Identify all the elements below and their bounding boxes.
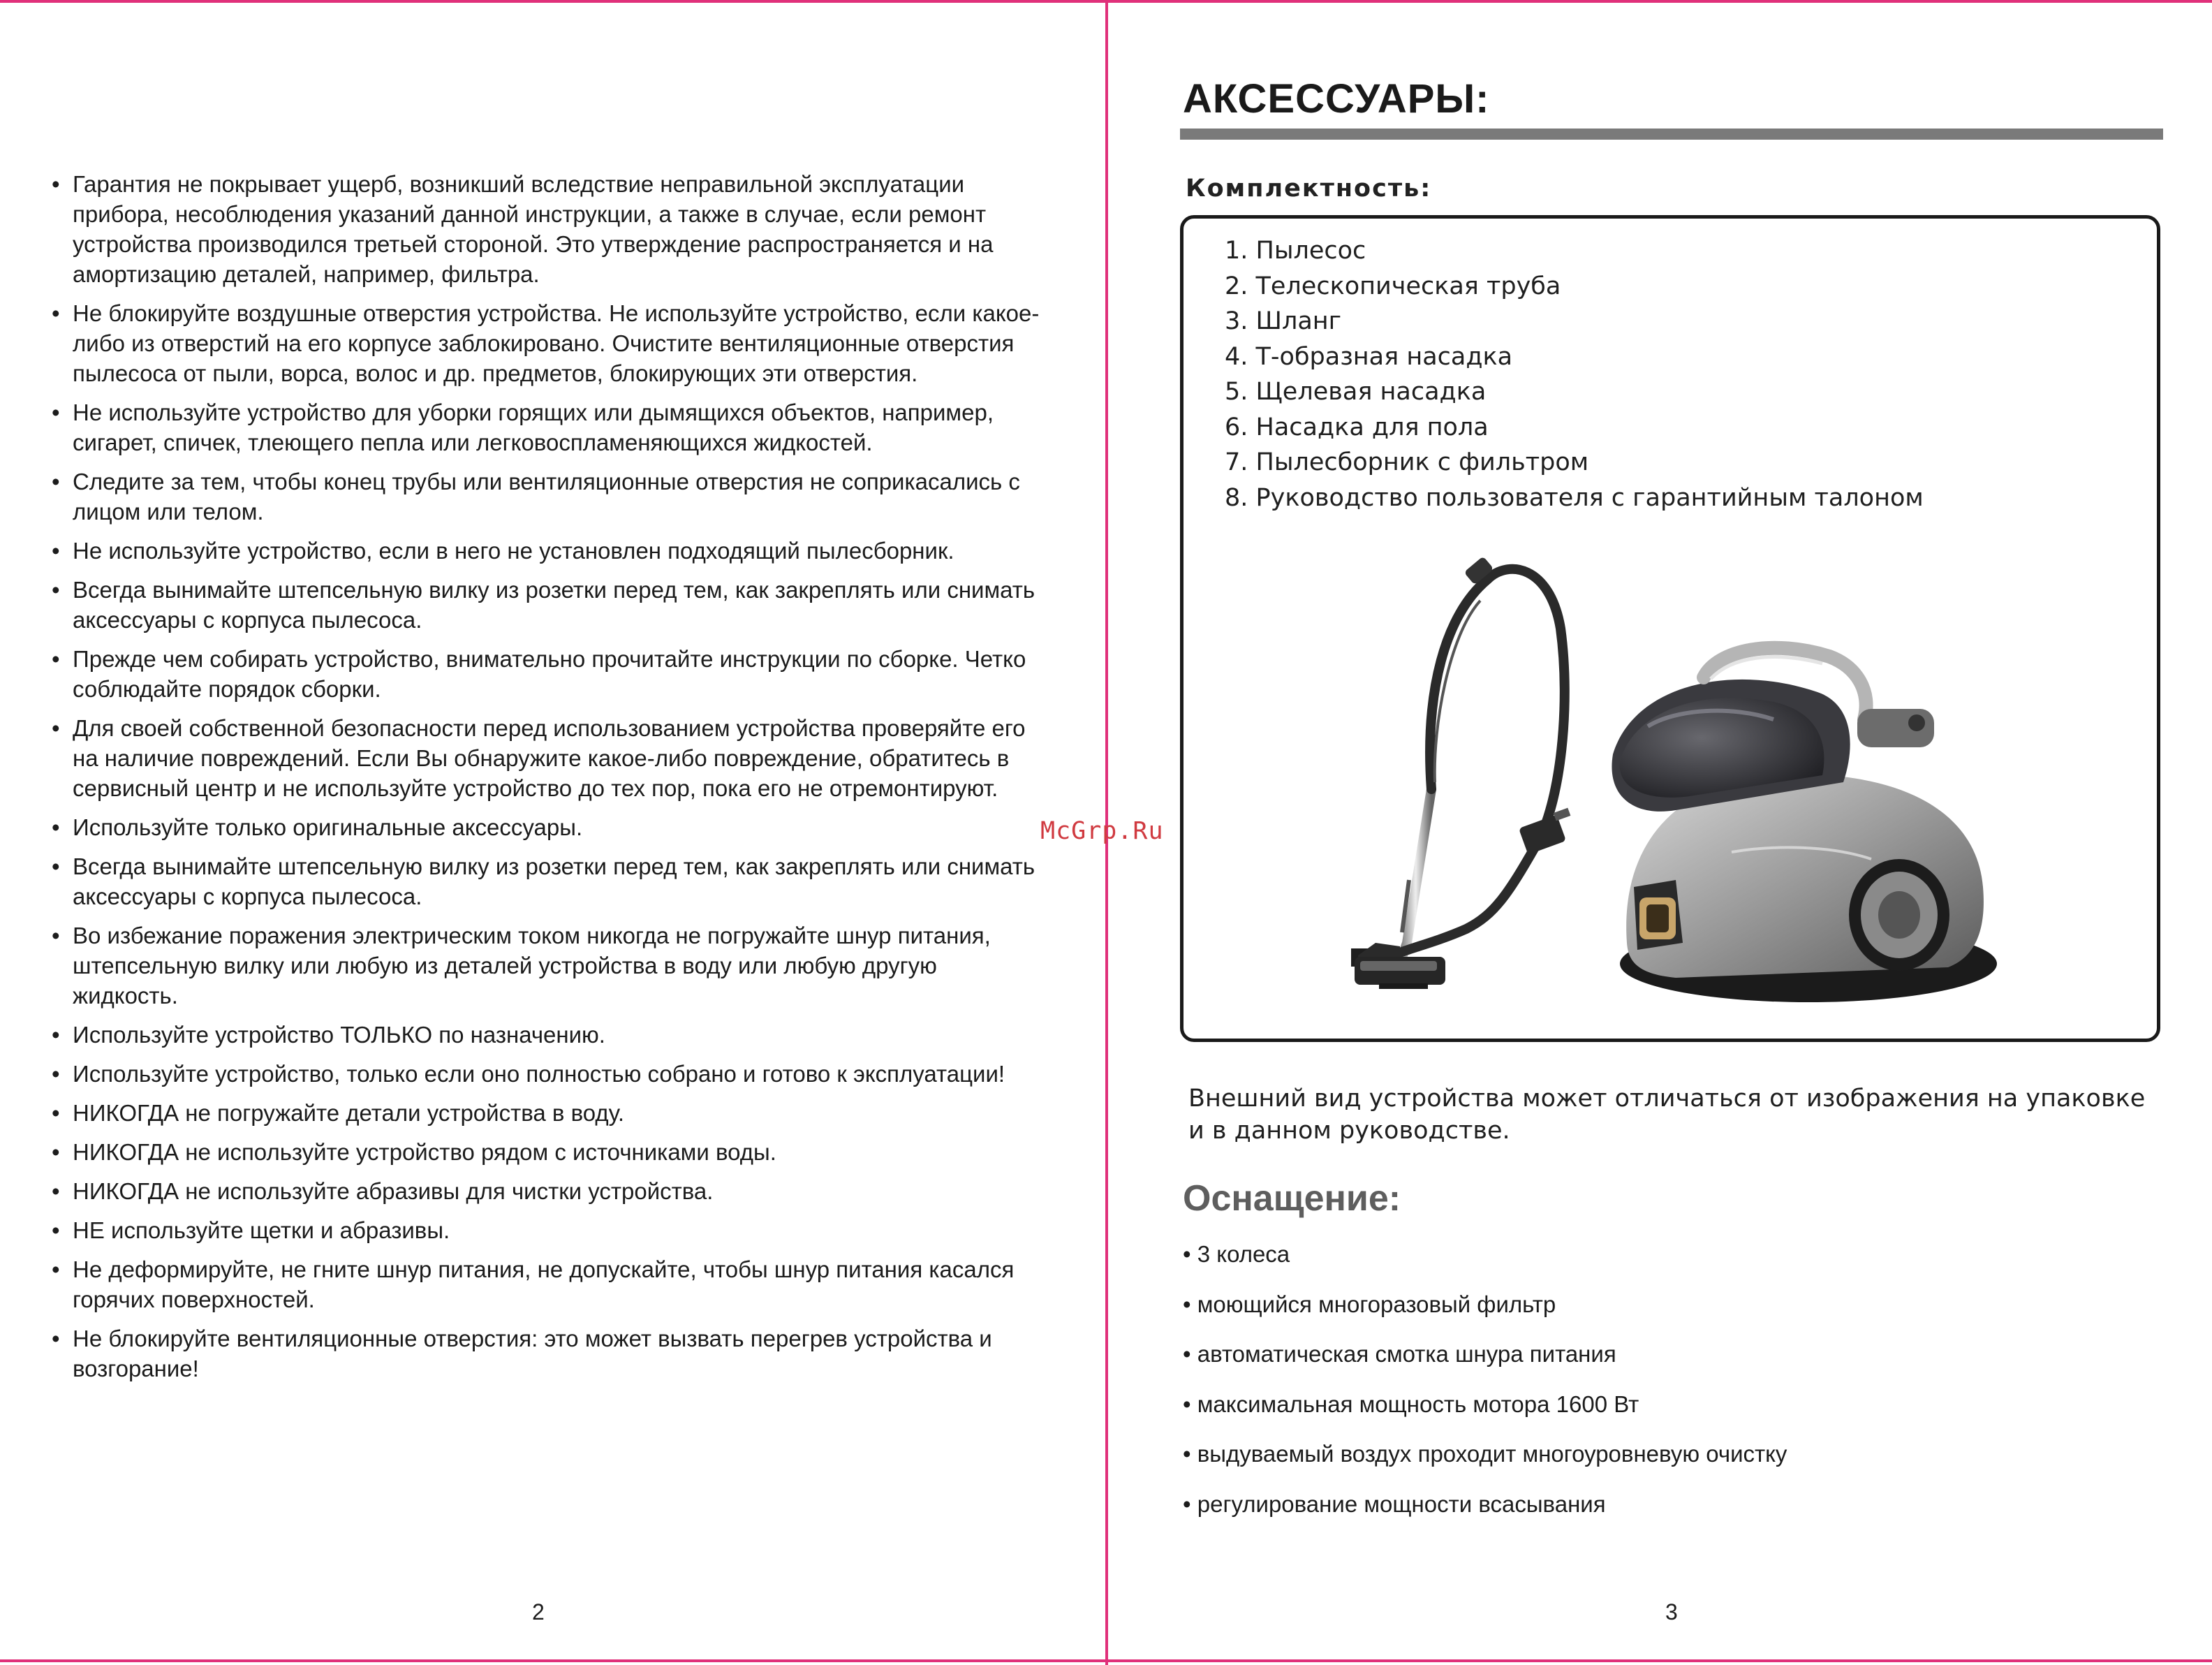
list-item: • Гарантия не покрывает ущерб, возникший вследствие неправильной эксплуатации прибора, несоблюдения указаний данной инструкции, а также в случае, если ремонт устройства производился третьей стороной. Это утверждение распространяется и на амортизацию деталей, например, фильтра.: [52, 169, 1043, 289]
list-item: • НЕ используйте щетки и абразивы.: [52, 1215, 1043, 1245]
list-item: • НИКОГДА не используйте абразивы для чистки устройства.: [52, 1176, 1043, 1206]
kit-item: 2. Телескопическая труба: [1225, 272, 1561, 300]
list-item: • Для своей собственной безопасности перед использованием устройства проверяйте его на наличие повреждений. Если Вы обнаружите какое-либо повреждение, обратитесь в сервисный центр и не используйте устройство до тех пор, пока его не отремонтируют.: [52, 713, 1043, 803]
list-item: • Не используйте устройство, если в него не установлен подходящий пылесборник.: [52, 536, 1043, 566]
list-item: • Не используйте устройство для уборки горящих или дымящихся объектов, например, сигарет, спичек, тлеющего пепла или легковоспламеняющихся жидкостей.: [52, 397, 1043, 457]
list-item: • Используйте устройство, только если оно полностью собрано и готово к эксплуатации!: [52, 1059, 1043, 1089]
kit-item: 1. Пылесос: [1225, 237, 1366, 265]
kit-heading: Комплектность:: [1186, 175, 1432, 203]
equipment-item: • максимальная мощность мотора 1600 Вт: [1183, 1391, 1787, 1441]
list-item: • Всегда вынимайте штепсельную вилку из розетки перед тем, как закреплять или снимать аксессуары с корпуса пылесоса.: [52, 575, 1043, 635]
title-underline: [1180, 129, 2163, 140]
list-item: • Используйте устройство ТОЛЬКО по назначению.: [52, 1020, 1043, 1050]
equipment-item: • регулирование мощности всасывания: [1183, 1490, 1787, 1541]
canister-body: [1612, 648, 1997, 1002]
equipment-title: Оснащение:: [1183, 1178, 1401, 1219]
page-title: АКСЕССУАРЫ:: [1183, 76, 1490, 122]
watermark: McGrp.Ru: [1040, 817, 1164, 845]
vacuum-cleaner-illustration: [1285, 552, 2053, 1041]
equipment-list: [1183, 1240, 1787, 1540]
list-item: • Не деформируйте, не гните шнур питания, не допускайте, чтобы шнур питания касался горячих поверхностей.: [52, 1254, 1043, 1314]
equipment-item: • 3 колеса: [1183, 1240, 1787, 1291]
kit-item: 6. Насадка для пола: [1225, 413, 1489, 441]
list-item: • НИКОГДА не используйте устройство рядом с источниками воды.: [52, 1137, 1043, 1167]
list-item: • Во избежание поражения электрическим током никогда не погружайте шнур питания, штепсельную вилку или любую из деталей устройства в воду или любую другую жидкость.: [52, 920, 1043, 1011]
safety-instructions-list: [52, 169, 1043, 1393]
list-item: • НИКОГДА не погружайте детали устройства в воду.: [52, 1098, 1043, 1128]
list-item: • Прежде чем собирать устройство, внимательно прочитайте инструкции по сборке. Четко соблюдайте порядок сборки.: [52, 644, 1043, 704]
list-item: • Не блокируйте воздушные отверстия устройства. Не используйте устройство, если какое-либо из отверстий на его корпусе заблокировано. Очистите вентиляционные отверстия пылесоса от пыли, ворса, волос и др. предметов, блокирующих эти отверстия.: [52, 298, 1043, 388]
list-item: • Используйте только оригинальные аксессуары.: [52, 812, 1043, 842]
page-number-right: 3: [1665, 1599, 1678, 1624]
list-item: • Следите за тем, чтобы конец трубы или вентиляционные отверстия не соприкасались с лицом или телом.: [52, 467, 1043, 527]
kit-item: 8. Руководство пользователя с гарантийным талоном: [1225, 483, 1924, 512]
kit-item: 3. Шланг: [1225, 307, 1342, 335]
kit-item: 7. Пылесборник с фильтром: [1225, 448, 1589, 476]
kit-item: 5. Щелевая насадка: [1225, 378, 1487, 406]
list-item: • Всегда вынимайте штепсельную вилку из розетки перед тем, как закреплять или снимать аксессуары с корпуса пылесоса.: [52, 851, 1043, 911]
page-number-left: 2: [532, 1599, 545, 1624]
equipment-item: • выдуваемый воздух проходит многоуровневую очистку: [1183, 1440, 1787, 1490]
appearance-note: Внешний вид устройства может отличаться от изображения на упаковке и в данном руководстве.: [1188, 1085, 2146, 1145]
kit-list: [1225, 233, 1924, 515]
equipment-item: • автоматическая смотка шнура питания: [1183, 1340, 1787, 1391]
equipment-item: • моющийся многоразовый фильтр: [1183, 1291, 1787, 1341]
list-item: • Не блокируйте вентиляционные отверстия: это может вызвать перегрев устройства и возгорание!: [52, 1323, 1043, 1384]
kit-item: 4. Т-образная насадка: [1225, 342, 1513, 371]
hose-tube-group: [1351, 556, 1570, 989]
